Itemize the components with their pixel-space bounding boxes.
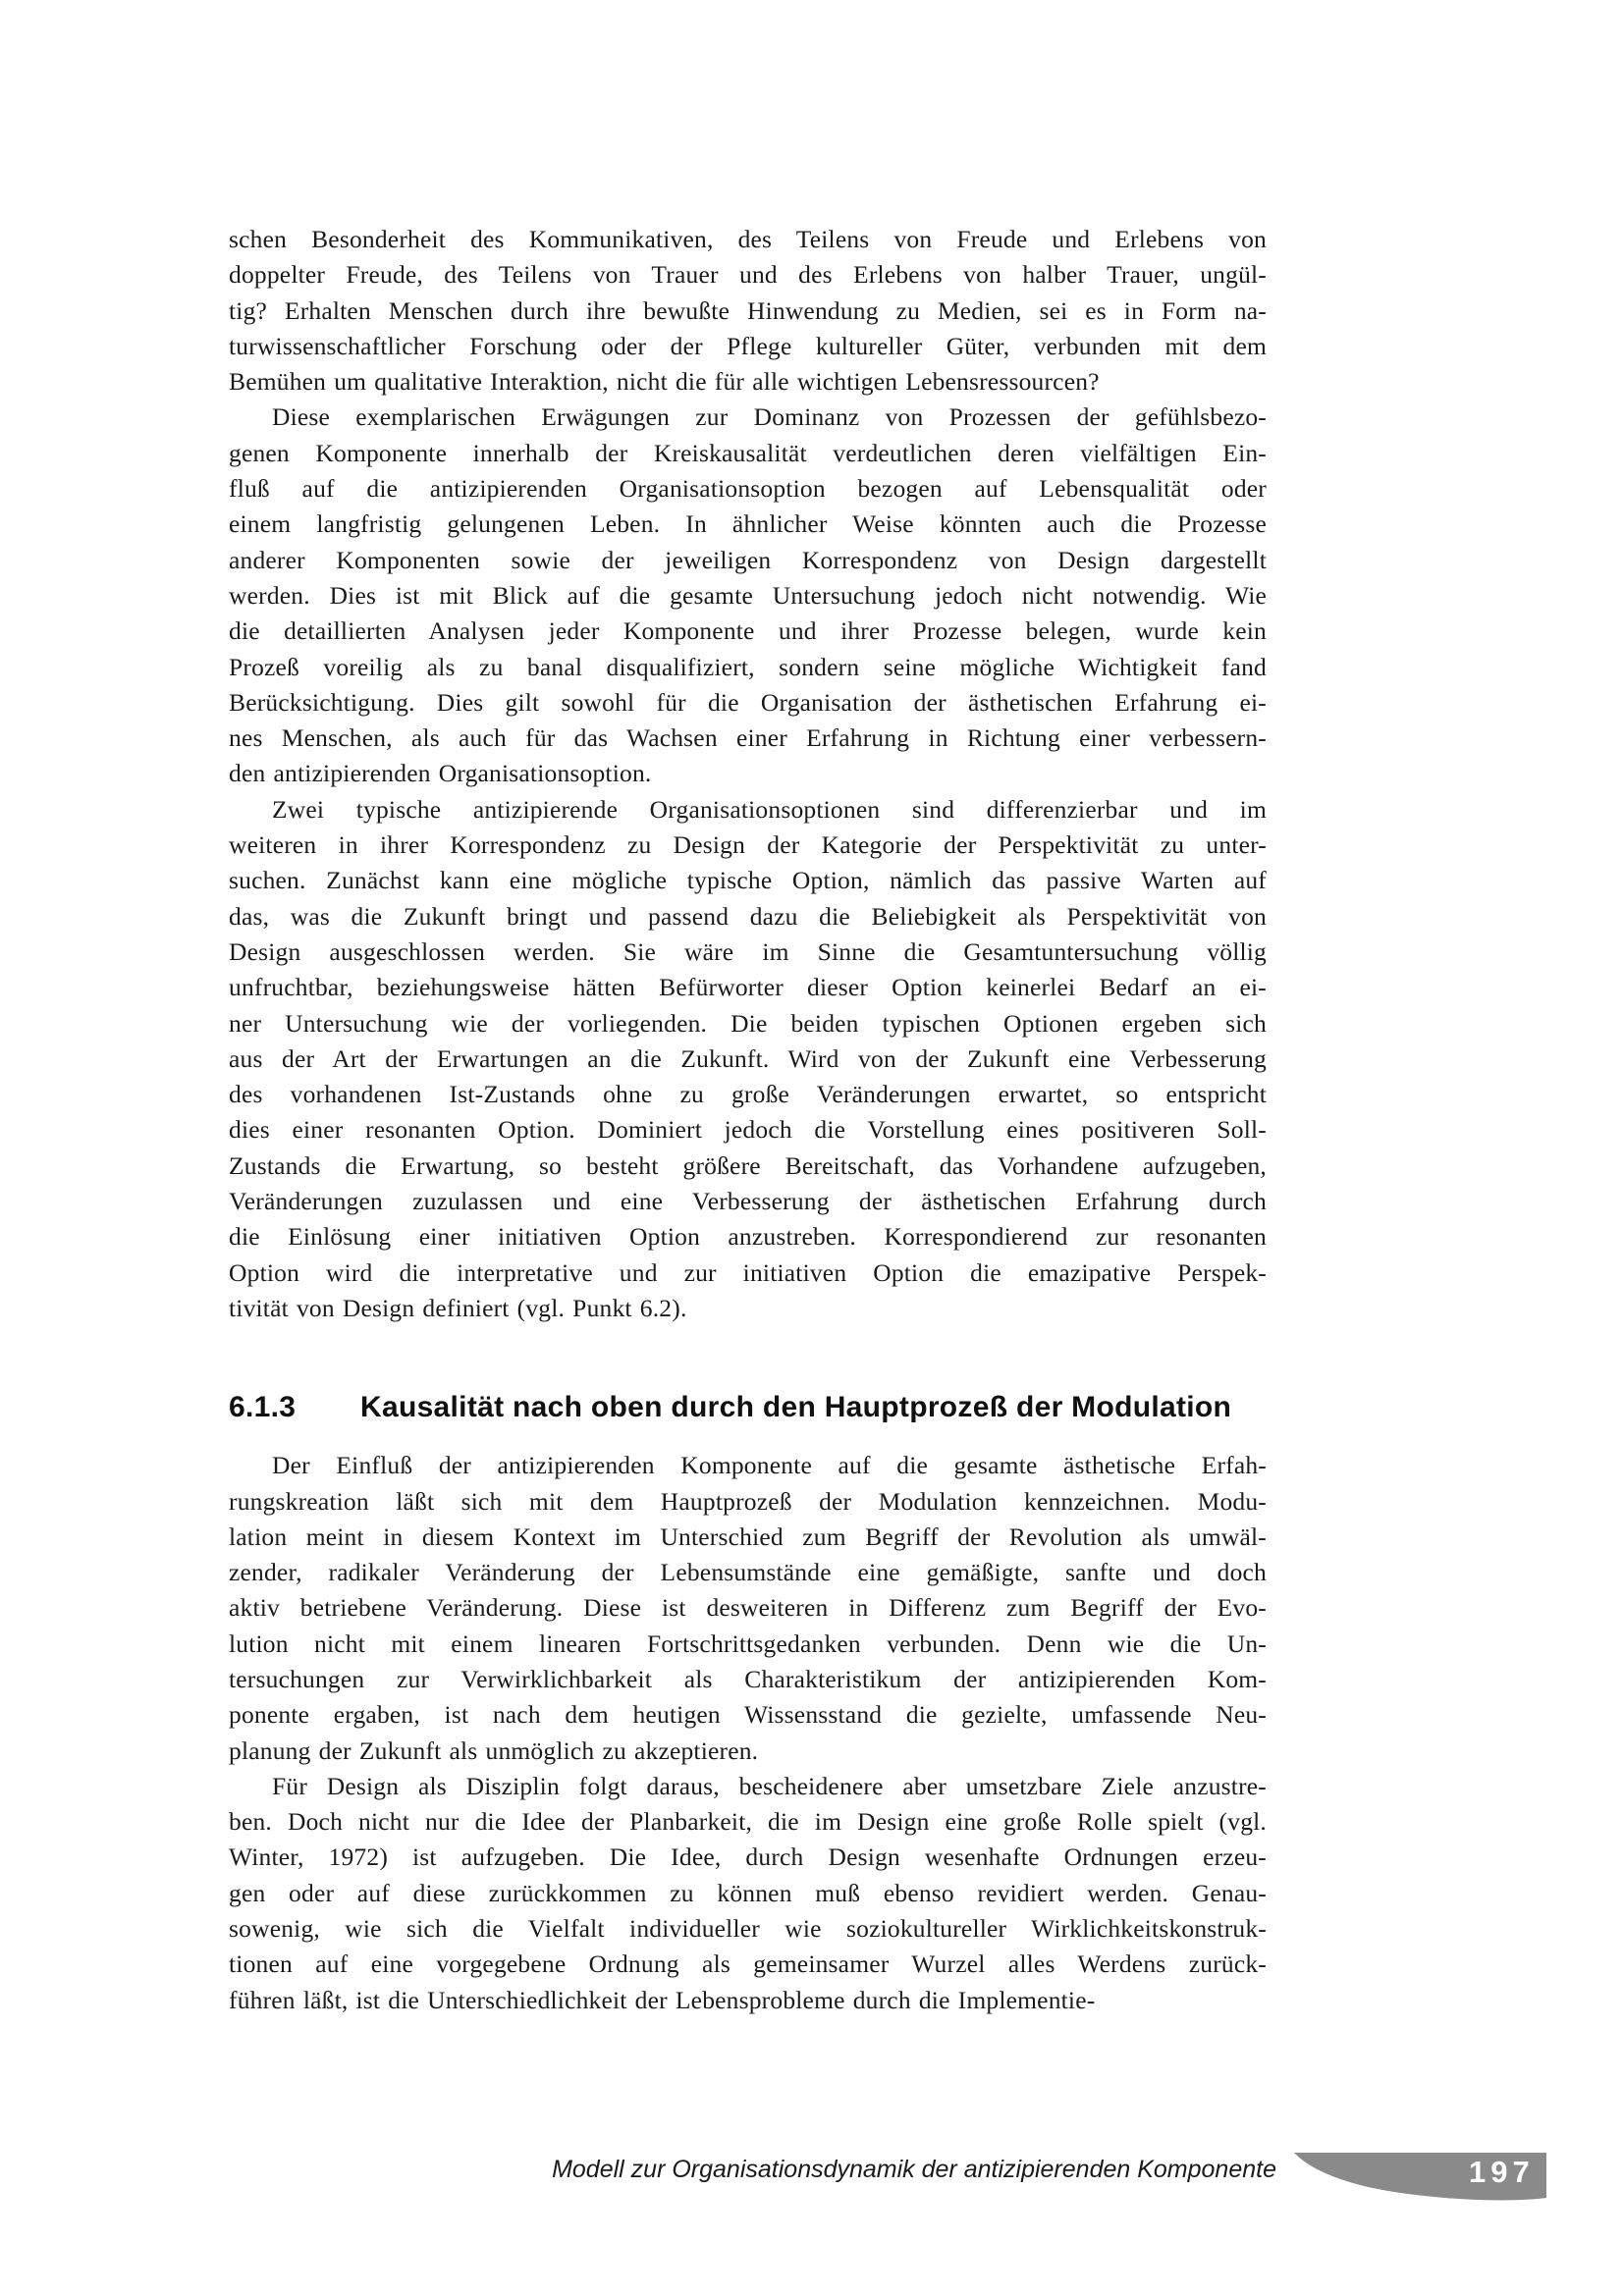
text-line: Für Design als Disziplin folgt daraus, bescheidenere aber umsetzbare Ziele anzustre- [272, 1771, 1267, 1800]
page-number: 197 [1469, 2155, 1535, 2189]
page-footer [0, 2146, 1623, 2215]
text-line: Zustands die Erwartung, so besteht größere Bereitschaft, das Vorhandene aufzugeben, [229, 1150, 1267, 1180]
section-heading-number: 6.1.3 [229, 1391, 297, 1424]
text-line: führen läßt, ist die Unterschiedlichkeit der Lebensprobleme durch die Implementie- [229, 1985, 1096, 2014]
text-line: Option wird die interpretative und zur initiativen Option die emazipative Perspek- [229, 1257, 1267, 1287]
text-line: tionen auf eine vorgegebene Ordnung als gemeinsamer Wurzel alles Werdens zurück- [229, 1949, 1267, 1979]
text-line: fluß auf die antizipierenden Organisationsoption bezogen auf Lebensqualität oder [229, 474, 1267, 504]
text-line: doppelter Freude, des Teilens von Trauer und des Erlebens von halber Trauer, ungül- [229, 260, 1267, 290]
text-line: nes Menschen, als auch für das Wachsen einer Erfahrung in Richtung einer verbessern- [229, 723, 1267, 753]
text-line: das, was die Zukunft bringt und passend dazu die Beliebigkeit als Perspektivität von [229, 901, 1267, 931]
text-line: tivität von Design definiert (vgl. Punkt 6.2). [229, 1293, 687, 1322]
text-line: planung der Zukunft als unmöglich zu akzeptieren. [229, 1735, 759, 1765]
text-line: ponente ergaben, ist nach dem heutigen Wissensstand die gezielte, umfassende Neu- [229, 1700, 1267, 1730]
text-line: tersuchungen zur Verwirklichbarkeit als Charakteristikum der antizipierenden Kom- [229, 1664, 1267, 1693]
text-line: den antizipierenden Organisationsoption. [229, 759, 652, 788]
text-line: weiteren in ihrer Korrespondenz zu Design der Kategorie der Perspektivität zu unter- [229, 830, 1267, 860]
paragraph [229, 792, 1267, 1326]
text-line: gen oder auf diese zurückkommen zu können muß ebenso revidiert werden. Genau- [229, 1878, 1267, 1907]
text-line: Diese exemplarischen Erwägungen zur Dominanz von Prozessen der gefühlsbezo- [272, 402, 1267, 432]
text-line: Bemühen um qualitative Interaktion, nicht die für alle wichtigen Lebensressourcen? [229, 367, 1100, 397]
text-line: aus der Art der Erwartungen an die Zukunft. Wird von der Zukunft eine Verbesserung [229, 1043, 1267, 1073]
text-line: sowenig, wie sich die Vielfalt individueller wie soziokultureller Wirklichkeitskonstruk- [229, 1914, 1267, 1944]
text-line: Veränderungen zuzulassen und eine Verbesserung der ästhetischen Erfahrung durch [229, 1187, 1267, 1216]
text-line: Der Einfluß der antizipierenden Komponente auf die gesamte ästhetische Erfah- [272, 1451, 1267, 1480]
text-line: unfruchtbar, beziehungsweise hätten Befürworter dieser Option keinerlei Bedarf an ei- [229, 973, 1267, 1002]
section-heading-title: Kausalität nach oben durch den Hauptprozeß der Modulation [360, 1391, 1232, 1424]
section-heading [229, 1391, 1267, 1424]
text-line: die detaillierten Analysen jeder Komponente und ihrer Prozesse belegen, wurde kein [229, 616, 1267, 646]
text-line: aktiv betriebene Veränderung. Diese ist desweiteren in Differenz zum Begriff der Evo- [229, 1593, 1267, 1623]
body-text [229, 222, 1267, 2018]
paragraph [229, 222, 1267, 400]
text-line: Berücksichtigung. Dies gilt sowohl für die Organisation der ästhetischen Erfahrung ei- [229, 687, 1267, 717]
text-line: Zwei typische antizipierende Organisationsoptionen sind differenzierbar und im [272, 794, 1267, 824]
paragraph [229, 400, 1267, 791]
text-line: turwissenschaftlicher Forschung oder der Pflege kultureller Güter, verbunden mit dem [229, 331, 1267, 360]
text-line: Prozeß voreilig als zu banal disqualifiziert, sondern seine mögliche Wichtigkeit fand [229, 652, 1267, 681]
text-line: dies einer resonanten Option. Dominiert jedoch die Vorstellung eines positiveren Soll- [229, 1115, 1267, 1145]
text-line: ner Untersuchung wie der vorliegenden. Die beiden typischen Optionen ergeben sich [229, 1008, 1267, 1038]
text-line: die Einlösung einer initiativen Option anzustreben. Korrespondierend zur resonanten [229, 1222, 1267, 1252]
text-line: ben. Doch nicht nur die Idee der Planbarkeit, die im Design eine große Rolle spielt (vgl. [229, 1807, 1267, 1837]
text-line: Winter, 1972) ist aufzugeben. Die Idee, durch Design wesenhafte Ordnungen erzeu- [229, 1842, 1267, 1872]
running-title: Modell zur Organisationsdynamik der antizipierenden Komponente [552, 2156, 1276, 2183]
text-line: zender, radikaler Veränderung der Lebensumstände eine gemäßigte, sanfte und doch [229, 1558, 1267, 1587]
text-line: anderer Komponenten sowie der jeweiligen Korrespondenz von Design dargestellt [229, 545, 1267, 574]
text-line: tig? Erhalten Menschen durch ihre bewußte Hinwendung zu Medien, sei es in Form na- [229, 295, 1267, 325]
text-line: suchen. Zunächst kann eine mögliche typische Option, nämlich das passive Warten auf [229, 866, 1267, 895]
text-line: einem langfristig gelungenen Leben. In ähnlicher Weise könnten auch die Prozesse [229, 509, 1267, 539]
text-line: lution nicht mit einem linearen Fortschrittsgedanken verbunden. Denn wie die Un- [229, 1629, 1267, 1658]
text-line: genen Komponente innerhalb der Kreiskausalität verdeutlichen deren vielfältigen Ein- [229, 438, 1267, 467]
paragraph [229, 1769, 1267, 2018]
text-line: werden. Dies ist mit Blick auf die gesamte Untersuchung jedoch nicht notwendig. Wie [229, 580, 1267, 610]
text-line: schen Besonderheit des Kommunikativen, des Teilens von Freude und Erlebens von [229, 225, 1267, 253]
text-line: des vorhandenen Ist-Zustands ohne zu große Veränderungen erwartet, so entspricht [229, 1080, 1267, 1109]
paragraph [229, 1448, 1267, 1769]
text-line: rungskreation läßt sich mit dem Hauptprozeß der Modulation kennzeichnen. Modu- [229, 1486, 1267, 1516]
text-line: lation meint in diesem Kontext im Unterschied zum Begriff der Revolution als umwäl- [229, 1522, 1267, 1551]
text-line: Design ausgeschlossen werden. Sie wäre im Sinne die Gesamtuntersuchung völlig [229, 936, 1267, 966]
